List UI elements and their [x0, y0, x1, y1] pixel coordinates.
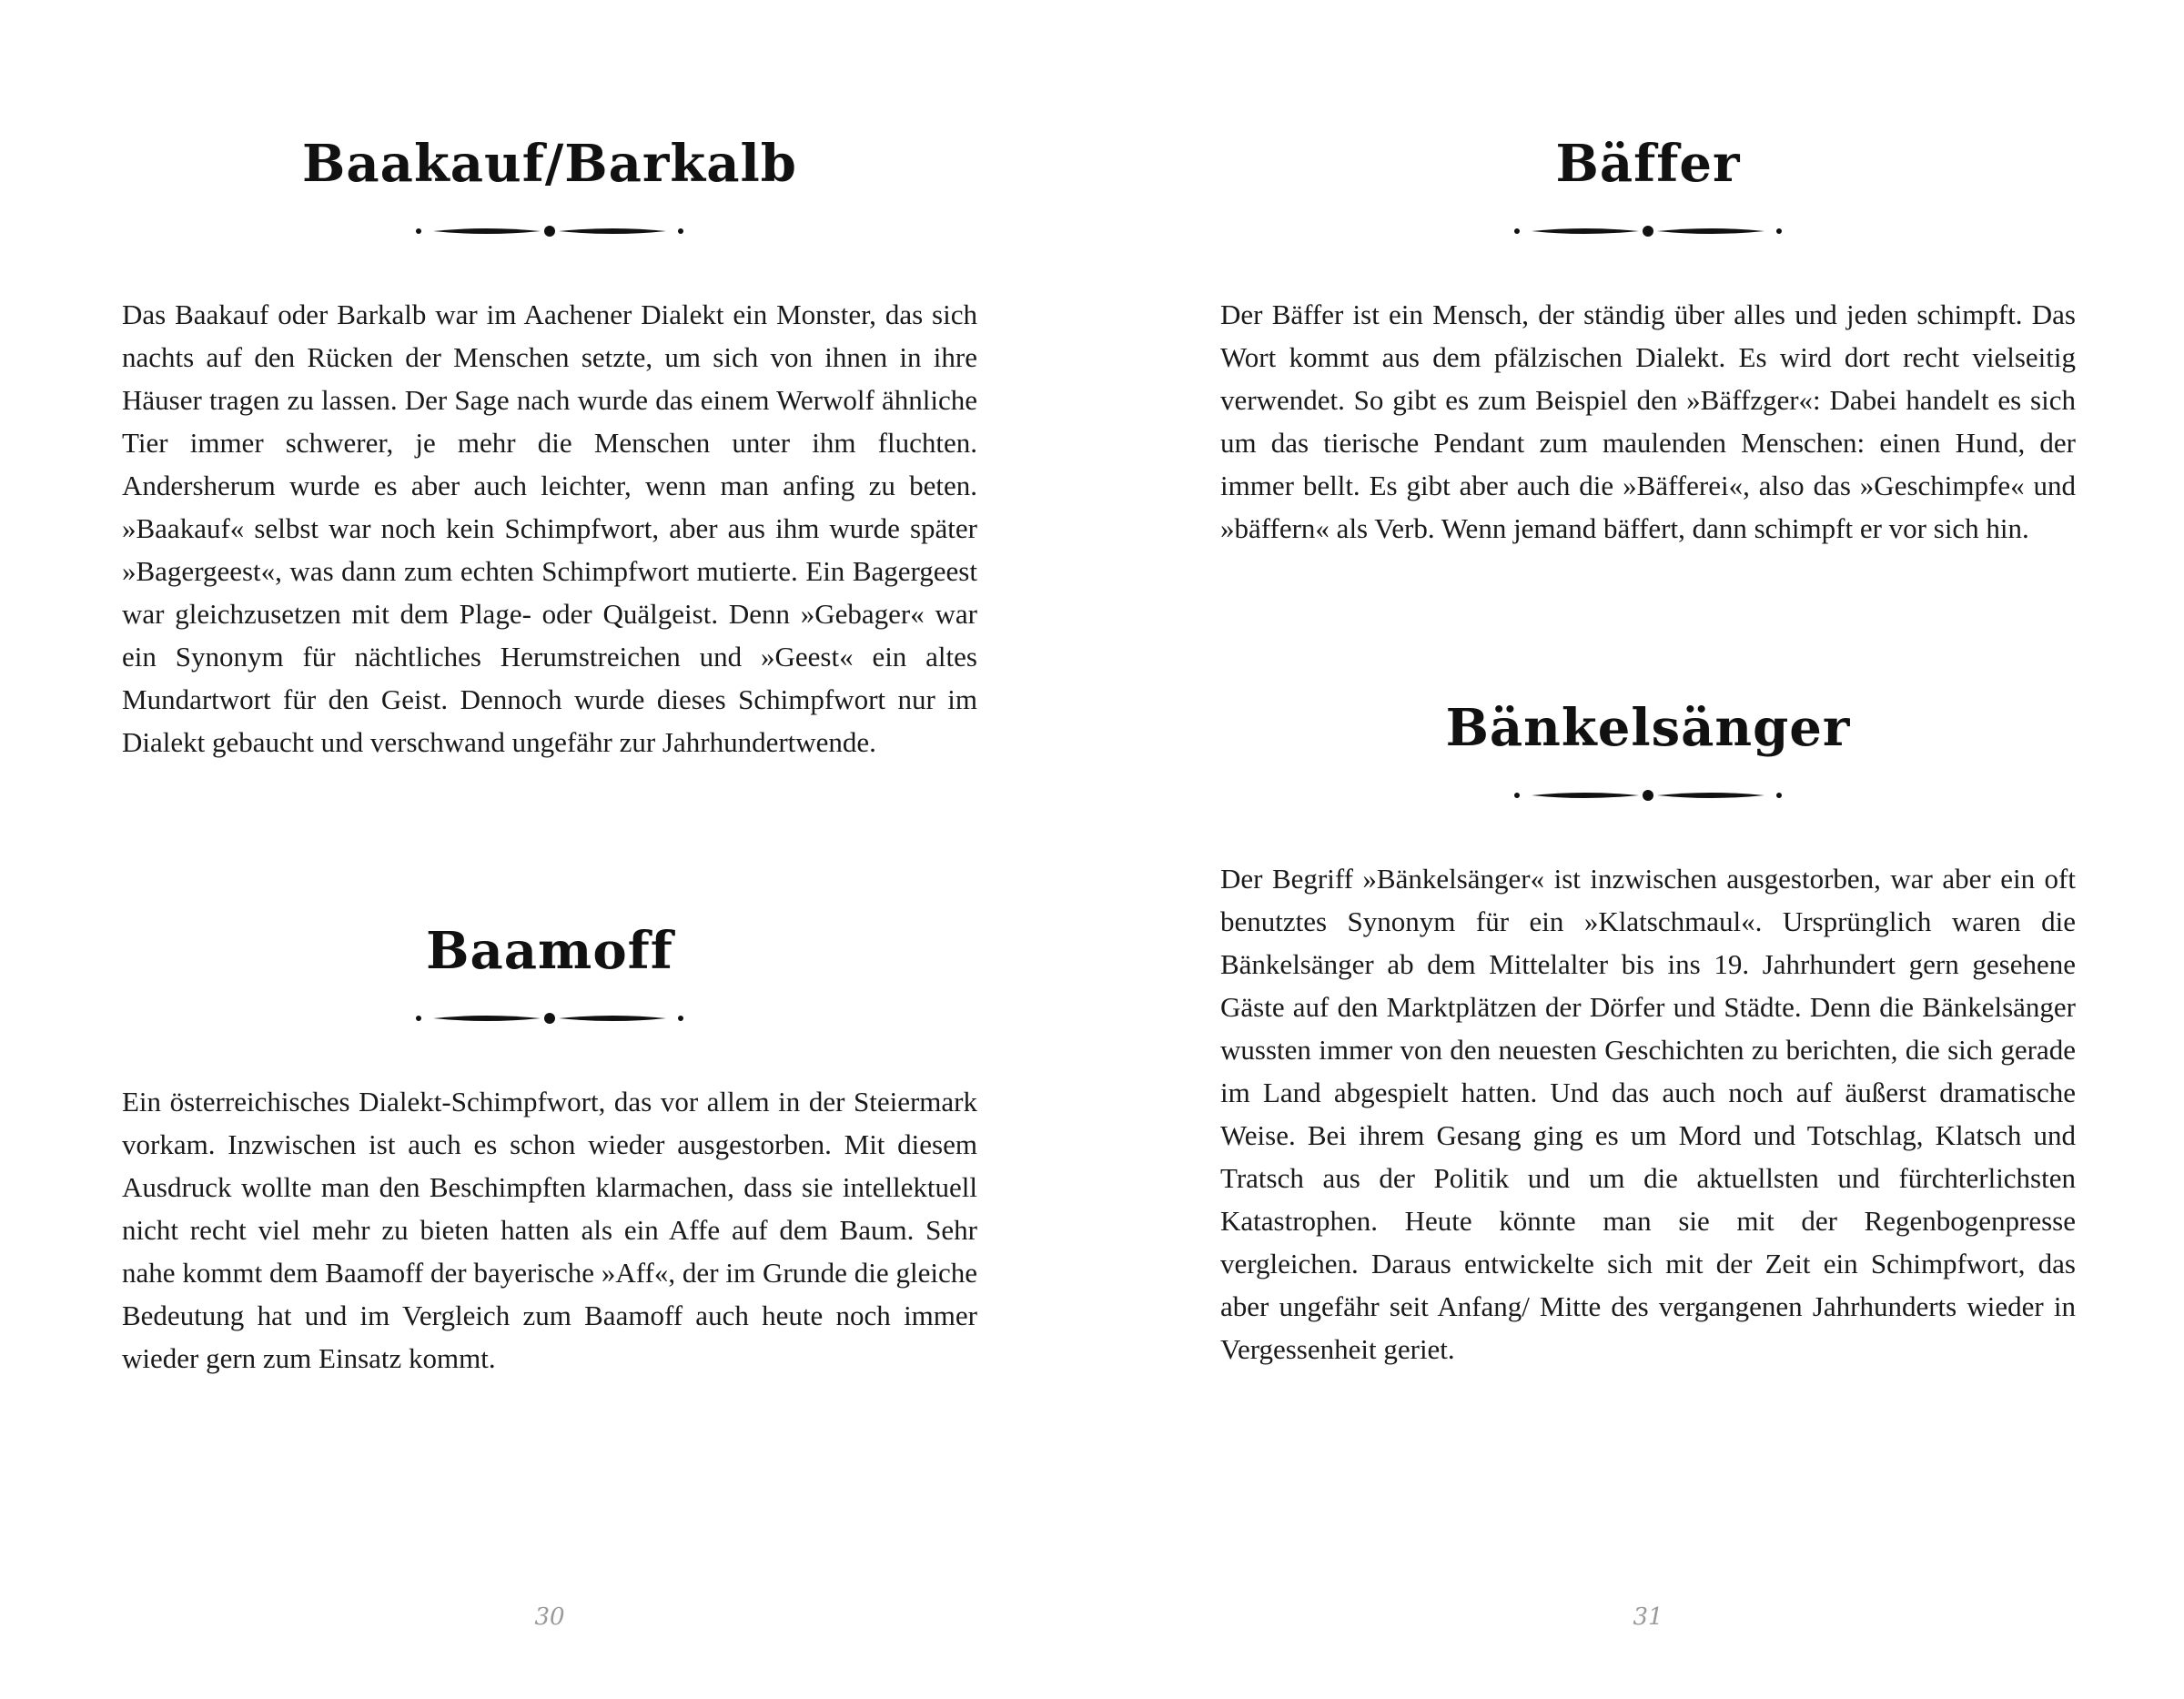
entry-body: Der Begriff »Bänkelsänger« ist inzwischen ausgestorben, war aber ein oft benutztes Synonym für ein »Klatschmaul«. Ursprünglich waren die Bänkelsänger ab dem Mittelalter bis ins 19. Jahrhundert gern gesehene Gäste auf den Marktplätzen der Dörfer und Städte. Denn die Bänkelsänger wussten immer von den neuesten Geschichten zu berichten, die sich gerade im Land abgespielt hatten. Und das auch noch auf äußerst dramatische Weise. Bei ihrem Gesang ging es um Mord und Totschlag, Klatsch und Tratsch aus der Politik und um die aktuellsten und fürchterlichsten Katastrophen. Heute könnte man sie mit der Regenbogenpresse vergleichen. Daraus entwickelte sich mit der Zeit ein Schimpfwort, das aber ungefähr seit Anfang/ Mitte des vergangenen Jahrhunderts wieder in Vergessenheit geriet.	[1220, 863, 2076, 1365]
page-number: 30	[534, 1603, 565, 1631]
entry-title: Baakauf/Barkalb	[302, 134, 797, 194]
entry-title: Baamoff	[426, 921, 673, 981]
entry-baamoff	[122, 915, 977, 1380]
left-page	[122, 0, 977, 1699]
entry-body: Das Baakauf oder Barkalb war im Aachener Dialekt ein Monster, das sich nachts auf den Rücken der Menschen setzte, um sich von ihnen in ihre Häuser tragen zu lassen. Der Sage nach wurde das einem Werwolf ähnliche Tier immer schwerer, je mehr die Menschen unter ihm fluchten. Andersherum wurde es aber auch leichter, wenn man anfing zu beten. »Baakauf« selbst war noch kein Schimpfwort, aber aus ihm wurde später »Bagergeest«, was dann zum echten Schimpfwort mutierte. Ein Bagergeest war gleichzusetzen mit dem Plage- oder Quälgeist. Denn »Gebager« war ein Synonym für nächtliches Herumstreichen und »Geest« ein altes Mundartwort für den Geist. Dennoch wurde dieses Schimpfwort nur im Dialekt gebaucht und verschwand ungefähr zur Jahrhundertwende.	[122, 298, 977, 758]
entry-baakauf	[122, 127, 977, 764]
ornament-divider	[413, 1007, 686, 1029]
ornament-divider	[1512, 784, 1785, 806]
entry-baenkelsaenger	[1220, 692, 2076, 1370]
ornament-divider	[413, 220, 686, 242]
entry-title: Bäffer	[1555, 134, 1741, 194]
entry-baeffer	[1220, 127, 2076, 550]
entry-body: Der Bäffer ist ein Mensch, der ständig über alles und jeden schimpft. Das Wort kommt aus dem pfälzischen Dialekt. Es wird dort recht vielseitig verwendet. So gibt es zum Beispiel den »Bäffzger«: Dabei handelt es sich um das tierische Pendant zum maulenden Menschen: einen Hund, der immer bellt. Es gibt aber auch die »Bäfferei«, also das »Geschimpfe« und »bäffern« als Verb. Wenn jemand bäffert, dann schimpft er vor sich hin.	[1220, 298, 2076, 544]
right-page	[1220, 0, 2076, 1699]
entry-title: Bänkelsänger	[1445, 698, 1851, 758]
page-number: 31	[1633, 1603, 1663, 1631]
entry-body: Ein österreichisches Dialekt-Schimpfwort, das vor allem in der Steiermark vorkam. Inzwischen ist auch es schon wieder ausgestorben. Mit diesem Ausdruck wollte man den Beschimpften klarmachen, dass sie intellektuell nicht recht viel mehr zu bieten hatten als ein Affe auf dem Baum. Sehr nahe kommt dem Baamoff der bayerische »Aff«, der im Grunde die gleiche Bedeutung hat und im Vergleich zum Baamoff auch heute noch immer wieder gern zum Einsatz kommt.	[122, 1086, 977, 1374]
ornament-divider	[1512, 220, 1785, 242]
